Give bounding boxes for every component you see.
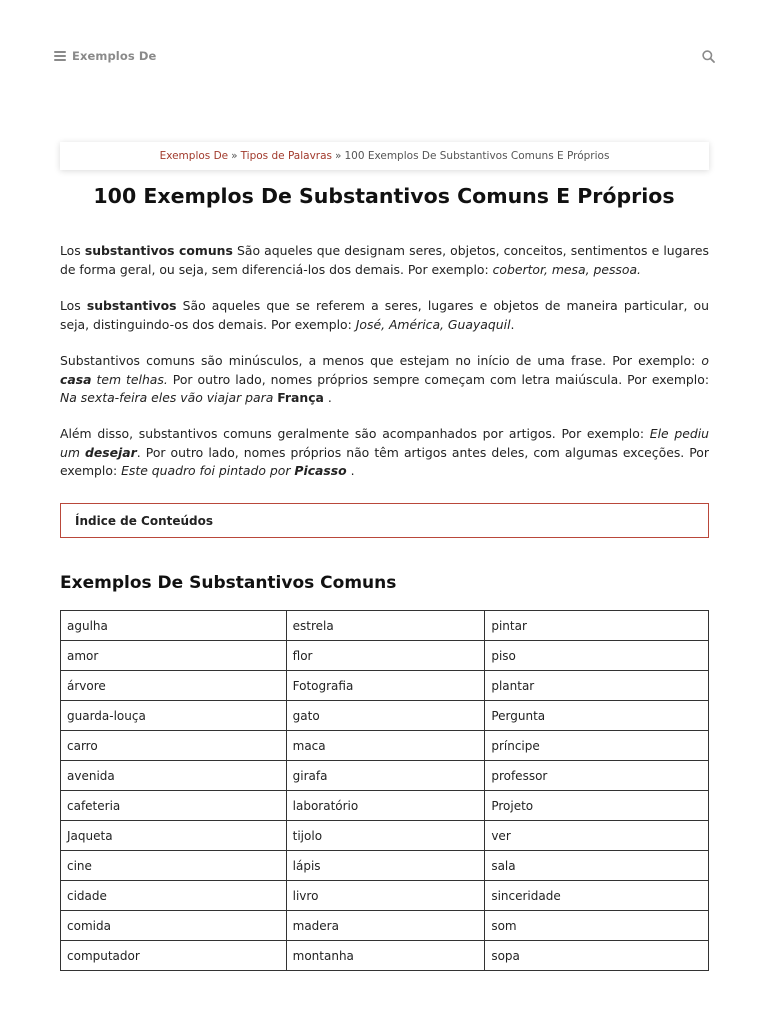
italic-example: José, América, Guayaquil [355,316,511,332]
table-cell: amor [61,641,287,671]
table-cell: cafeteria [61,791,287,821]
table-cell: flor [286,641,485,671]
table-cell: livro [286,881,485,911]
table-cell: guarda-louça [61,701,287,731]
table-row [61,761,709,791]
table-cell: cine [61,851,287,881]
table-row [61,821,709,851]
text: Los [60,298,87,313]
table-cell: estrela [286,611,485,641]
text: . Por outro lado, nomes próprios não têm artigos antes deles, com algumas exceções. Por exemplo: [60,444,709,478]
table-row [61,911,709,941]
table-row [61,611,709,641]
paragraph-common-nouns [60,242,709,279]
text: . [323,390,332,405]
table-cell: árvore [61,671,287,701]
italic-example: Ele pediu um [60,426,710,460]
site-header [54,42,716,70]
italic-example: Na sexta-feira eles vão viajar para [60,390,278,405]
table-cell: carro [61,731,287,761]
common-nouns-table [60,610,709,971]
search-button[interactable] [700,48,716,64]
table-cell: Projeto [485,791,709,821]
table-cell: sopa [485,941,709,971]
text: São aqueles que se referem a seres, lugares e objetos de maneira particular, ou seja, distinguindo-os dos demais. Por exemplo: [60,298,709,332]
table-row [61,671,709,701]
table-cell: laboratório [286,791,485,821]
search-icon[interactable] [702,50,715,63]
text: . [510,316,515,332]
table-cell: agulha [61,611,287,641]
table-row [61,851,709,881]
table-cell: Fotografia [286,671,485,701]
text: . [346,463,355,478]
bold-term: substantivos comuns [84,243,233,258]
table-row [61,641,709,671]
table-cell: tijolo [286,821,485,851]
table-cell: sala [485,851,709,881]
table-cell: cidade [61,881,287,911]
text: Por outro lado, nomes próprios sempre começam com letra maiúscula. Por exemplo: [167,371,709,387]
hamburger-menu-icon[interactable] [54,51,66,61]
table-cell: pintar [485,611,709,641]
italic-example: Este quadro foi pintado por [121,463,295,478]
toc-label[interactable]: Índice de Conteúdos [75,513,214,528]
bold-italic-example: desejar [85,444,137,460]
breadcrumb-separator: » [231,150,238,162]
table-cell: montanha [286,941,485,971]
table-row [61,941,709,971]
table-cell: ver [485,821,709,851]
bold-term: França [277,390,324,405]
brand-name[interactable]: Exemplos De [72,49,157,63]
table-cell: som [485,911,709,941]
breadcrumb-current: 100 Exemplos De Substantivos Comuns E Próprios [344,150,610,162]
italic-example: o [701,353,709,368]
table-cell: gato [286,701,485,731]
table-cell: girafa [286,761,485,791]
breadcrumb-separator: » [335,150,342,162]
text: Substantivos comuns são minúsculos, a menos que estejam no início de uma frase. Por exemplo: [60,353,702,368]
bold-term: substantivos [86,298,177,313]
table-of-contents-toggle[interactable] [60,503,709,538]
paragraph-capitalization [60,352,709,408]
page-title: 100 Exemplos De Substantivos Comuns E Próprios [93,184,675,208]
bold-italic-example: casa [60,371,92,387]
paragraph-proper-nouns [60,297,709,334]
section-heading: Exemplos De Substantivos Comuns [60,573,397,593]
table-cell: comida [61,911,287,941]
italic-example: cobertor, mesa, pessoa. [492,261,641,277]
table-cell: maca [286,731,485,761]
text: São aqueles que designam seres, objetos, conceitos, sentimentos e lugares de forma geral, ou seja, sem diferenciá-los dos demais. Por exemplo: [60,243,709,277]
breadcrumb-home-link[interactable]: Exemplos De [159,150,229,162]
table-cell: sinceridade [485,881,709,911]
table-cell: Jaqueta [61,821,287,851]
table-cell: computador [61,941,287,971]
table-cell: plantar [485,671,709,701]
table-cell: lápis [286,851,485,881]
table-cell: Pergunta [485,701,709,731]
table-body [61,611,709,971]
brand-menu-button[interactable] [54,49,156,63]
text: Los [60,243,85,258]
table-cell: piso [485,641,709,671]
italic-example: tem telhas. [91,371,168,387]
table-row [61,731,709,761]
text: Além disso, substantivos comuns geralmente são acompanhados por artigos. Por exemplo: [60,426,650,441]
table-cell: professor [485,761,709,791]
table-cell: madera [286,911,485,941]
breadcrumb [60,142,709,170]
table-row [61,791,709,821]
table-cell: príncipe [485,731,709,761]
table-row [61,701,709,731]
bold-italic-example: Picasso [294,463,347,478]
paragraph-articles [60,425,709,481]
table-cell: avenida [61,761,287,791]
table-row [61,881,709,911]
breadcrumb-category-link[interactable]: Tipos de Palavras [240,150,333,162]
